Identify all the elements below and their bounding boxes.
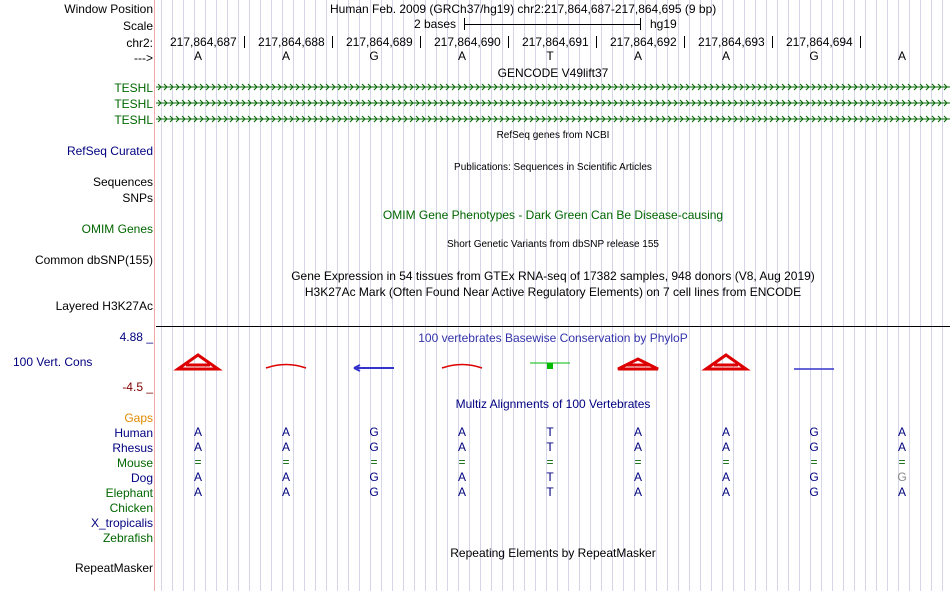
refseq-label[interactable]: RefSeq Curated [66, 144, 153, 158]
h3k27ac-label[interactable]: Layered H3K27Ac [55, 299, 153, 313]
conservation-title[interactable]: 100 vertebrates Basewise Conservation by PhyloP [418, 331, 688, 345]
alignment-base: G [369, 485, 379, 499]
base-letter: A [193, 49, 202, 63]
coordinate-tick [684, 36, 685, 48]
alignment-base: A [281, 470, 290, 484]
alignment-base: A [457, 425, 466, 439]
alignment-base: G [809, 425, 819, 439]
gene-label-teshl-1[interactable]: TESHL [114, 81, 153, 95]
sequences-label[interactable]: Sequences [92, 175, 153, 189]
coordinate-label: 217,864,692 [610, 35, 677, 49]
scale-bases: 2 bases [414, 17, 457, 31]
alignment-base: A [457, 440, 466, 454]
h3k27ac-baseline [156, 326, 950, 327]
scale-bar-right [640, 18, 641, 30]
coordinate-tick [244, 36, 245, 48]
coordinate-label: 217,864,687 [170, 35, 237, 49]
window-position-value[interactable]: Human Feb. 2009 (GRCh37/hg19) chr2:217,864,687-217,864,695 (9 bp) [330, 2, 717, 16]
alignment-base: = [634, 455, 642, 469]
conservation-glyph [530, 363, 570, 369]
alignment-base: A [193, 425, 202, 439]
alignment-base: T [546, 485, 554, 499]
dbsnp-label[interactable]: Common dbSNP(155) [34, 253, 153, 267]
alignment-base: A [457, 470, 466, 484]
conservation-glyph [266, 365, 306, 369]
conservation-glyph [442, 365, 482, 369]
base-letter: T [546, 49, 554, 63]
alignment-base: G [809, 485, 819, 499]
alignment-base: G [369, 470, 379, 484]
alignment-base: A [193, 440, 202, 454]
alignment-base: G [809, 440, 819, 454]
conservation-ymax: 4.88 _ [119, 330, 153, 344]
alignment-base: = [458, 455, 466, 469]
alignment-base: T [546, 425, 554, 439]
alignment-base: A [721, 440, 730, 454]
refseq-title[interactable]: RefSeq genes from NCBI [496, 130, 610, 141]
conservation-glyph [706, 355, 746, 369]
coordinate-tick [508, 36, 509, 48]
coordinate-label: 217,864,691 [522, 35, 589, 49]
base-letter: A [633, 49, 642, 63]
coordinate-tick [596, 36, 597, 48]
alignment-base: A [897, 485, 906, 499]
coordinate-tick [772, 36, 773, 48]
base-letter: A [457, 49, 466, 63]
species-label-mouse[interactable]: Mouse [116, 456, 153, 470]
gaps-label[interactable]: Gaps [124, 411, 153, 425]
conservation-ymin: -4.5 _ [122, 380, 153, 394]
alignment-base: A [281, 440, 290, 454]
alignment-base: G [897, 470, 907, 484]
repeatmasker-label[interactable]: RepeatMasker [74, 561, 153, 575]
species-label-x-tropicalis[interactable]: X_tropicalis [90, 516, 153, 530]
conservation-label[interactable]: 100 Vert. Cons [13, 355, 93, 369]
alignment-base: A [721, 425, 730, 439]
repeatmasker-title[interactable]: Repeating Elements by RepeatMasker [450, 546, 656, 560]
alignment-base: A [193, 485, 202, 499]
gene-label-teshl-3[interactable]: TESHL [114, 113, 153, 127]
base-letter: A [897, 49, 906, 63]
alignment-base: G [809, 470, 819, 484]
gtex-title[interactable]: Gene Expression in 54 tissues from GTEx RNA-seq of 17382 samples, 948 donors (V8, Aug 2019) [291, 269, 815, 283]
alignment-base: A [633, 470, 642, 484]
coordinate-label: 217,864,689 [346, 35, 413, 49]
gene-model-teshl-3[interactable] [156, 113, 950, 125]
alignment-base: = [194, 455, 202, 469]
alignment-base: = [722, 455, 730, 469]
base-letter: G [809, 49, 819, 63]
conservation-glyph [178, 355, 218, 369]
gene-model-teshl-1[interactable] [156, 81, 950, 93]
gene-label-teshl-2[interactable]: TESHL [114, 97, 153, 111]
alignment-base: A [281, 485, 290, 499]
alignment-base: A [281, 425, 290, 439]
base-letter: A [721, 49, 730, 63]
conservation-glyph [618, 359, 658, 369]
h3k27ac-title[interactable]: H3K27Ac Mark (Often Found Near Active Regulatory Elements) on 7 cell lines from ENCODE [304, 285, 802, 299]
alignment-base: A [633, 485, 642, 499]
conservation-plot[interactable] [156, 348, 950, 378]
alignment-base: A [633, 425, 642, 439]
gene-model-teshl-2[interactable] [156, 97, 950, 109]
base-letter: A [281, 49, 290, 63]
alignment-base: T [546, 470, 554, 484]
alignment-base: = [282, 455, 290, 469]
alignment-base: A [721, 485, 730, 499]
scale-label: Scale [122, 19, 153, 33]
multiz-title[interactable]: Multiz Alignments of 100 Vertebrates [455, 397, 651, 411]
alignment-base: A [721, 470, 730, 484]
alignment-base: T [546, 440, 554, 454]
alignment-base: = [370, 455, 378, 469]
label-divider [154, 0, 155, 591]
coordinate-tick [860, 36, 861, 48]
chrom-label: chr2: [126, 36, 153, 50]
alignment-base: = [898, 455, 906, 469]
scale-bar [464, 24, 640, 25]
alignment-base: G [369, 440, 379, 454]
coordinate-tick [332, 36, 333, 48]
conservation-glyph [354, 365, 394, 371]
coordinate-label: 217,864,693 [698, 35, 765, 49]
coordinate-label: 217,864,694 [786, 35, 853, 49]
window-position-label: Window Position [64, 2, 153, 16]
gencode-title[interactable]: GENCODE V49lift37 [497, 66, 609, 80]
alignment-base: A [457, 485, 466, 499]
scale-assembly: hg19 [650, 17, 677, 31]
species-label-elephant[interactable]: Elephant [105, 486, 153, 500]
alignment-base: = [810, 455, 818, 469]
species-label-human[interactable]: Human [114, 426, 153, 440]
alignment-base: A [897, 425, 906, 439]
strand-label: ---> [134, 51, 153, 65]
species-label-zebrafish[interactable]: Zebrafish [102, 531, 153, 545]
omim-label[interactable]: OMIM Genes [81, 222, 153, 236]
species-label-dog[interactable]: Dog [130, 471, 153, 485]
alignment-base: G [369, 425, 379, 439]
snps-label[interactable]: SNPs [122, 191, 153, 205]
species-label-chicken[interactable]: Chicken [109, 501, 153, 515]
coordinate-label: 217,864,688 [258, 35, 325, 49]
alignment-base: A [897, 440, 906, 454]
coordinate-label: 217,864,690 [434, 35, 501, 49]
base-letter: G [369, 49, 379, 63]
alignment-base: A [193, 470, 202, 484]
dbsnp-title[interactable]: Short Genetic Variants from dbSNP release 155 [447, 239, 659, 250]
coordinate-tick [420, 36, 421, 48]
omim-title[interactable]: OMIM Gene Phenotypes - Dark Green Can Be Disease-causing [382, 208, 724, 222]
alignment-base: = [546, 455, 554, 469]
species-label-rhesus[interactable]: Rhesus [112, 441, 153, 455]
alignment-base: A [633, 440, 642, 454]
publications-title[interactable]: Publications: Sequences in Scientific Articles [454, 162, 652, 173]
